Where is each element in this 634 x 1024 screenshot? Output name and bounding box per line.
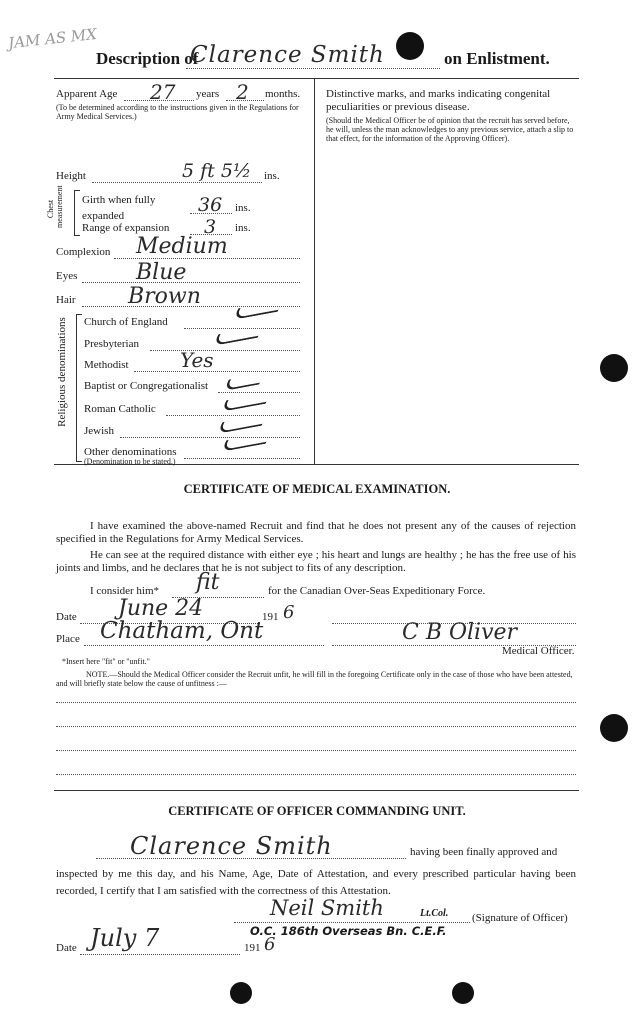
distinctive-marks-note: (Should the Medical Officer be of opinion that the recruit has served before, he will, unless the man acknowledges to any previous service, attach a slip to that effect, for the information of the Approving Officer). bbox=[326, 116, 574, 143]
commanding-text-after-name: having been finally approved and bbox=[410, 846, 558, 858]
commanding-rank: Lt.Col. bbox=[420, 908, 449, 919]
title-suffix: on Enlistment. bbox=[444, 49, 550, 68]
height-line bbox=[92, 182, 262, 183]
punch-hole-bottom-right bbox=[452, 982, 474, 1004]
signature-of-officer-label: (Signature of Officer) bbox=[472, 912, 568, 924]
religion-line-3 bbox=[218, 392, 300, 393]
religion-methodist: Methodist bbox=[84, 359, 129, 371]
religion-baptist: Baptist or Congregationalist bbox=[84, 380, 209, 392]
medical-para1: I have examined the above-named Recruit and find that he does not present any of the causes of rejection specified in the Regulations for Army Medical Services. bbox=[56, 520, 576, 545]
commanding-name-value: Clarence Smith bbox=[130, 832, 333, 860]
commanding-para: inspected by me this day, and his Name, Age, Date of Attestation, and every prescribed particular having been recorded, I certify that I am satisfied with the correctness of this Attestation. bbox=[56, 868, 576, 897]
punch-hole-right-lower bbox=[600, 714, 628, 742]
religion-presbyterian: Presbyterian bbox=[84, 338, 139, 350]
denomination-note: (Denomination to be stated.) bbox=[84, 457, 176, 466]
complexion-label: Complexion bbox=[56, 246, 111, 258]
punch-hole-top bbox=[396, 32, 424, 60]
commanding-date-value: July 7 bbox=[90, 924, 160, 952]
margin-scribble: JAM AS MX bbox=[7, 24, 98, 53]
religion-other: Other denominations bbox=[84, 446, 177, 458]
girth-ins-label: ins. bbox=[235, 202, 251, 214]
chest-bracket bbox=[74, 190, 80, 236]
consider-value: fit bbox=[196, 570, 220, 595]
medical-date-year-digit: 6 bbox=[283, 602, 295, 623]
age-years-value: 27 bbox=[150, 80, 176, 104]
religion-label: Religious denominations bbox=[56, 317, 68, 427]
religion-line-4 bbox=[166, 415, 300, 416]
eyes-value: Blue bbox=[136, 260, 187, 285]
form-top-rule bbox=[54, 78, 579, 79]
punch-hole-bottom-left bbox=[230, 982, 252, 1004]
for-cef-text: for the Canadian Over-Seas Expeditionary Force. bbox=[268, 585, 486, 597]
insert-note: *Insert here "fit" or "unfit." bbox=[62, 657, 150, 666]
place-label: Place bbox=[56, 633, 80, 645]
eyes-label: Eyes bbox=[56, 270, 78, 282]
commanding-date-year-digit: 6 bbox=[264, 934, 276, 955]
check-mark-icon bbox=[221, 392, 272, 412]
medical-bottom-rule bbox=[54, 790, 579, 791]
religion-jewish: Jewish bbox=[84, 425, 114, 437]
medical-date-label: Date bbox=[56, 611, 77, 623]
unfit-line-2 bbox=[56, 726, 576, 727]
commanding-date-year-prefix: 191 bbox=[244, 942, 261, 954]
eyes-line bbox=[82, 282, 300, 283]
hair-value: Brown bbox=[128, 284, 201, 309]
recruit-name: Clarence Smith bbox=[190, 42, 385, 68]
religion-bracket bbox=[76, 314, 82, 462]
months-label: months. bbox=[265, 88, 301, 100]
medical-heading: CERTIFICATE OF MEDICAL EXAMINATION. bbox=[183, 482, 451, 496]
religion-methodist-value: Yes bbox=[180, 348, 214, 372]
range-ins-label: ins. bbox=[235, 222, 251, 234]
medical-officer-label: Medical Officer. bbox=[502, 645, 575, 657]
distinctive-marks-heading: Distinctive marks, and marks indicating congenital peculiarities or previous disease. bbox=[326, 88, 551, 113]
religion-line-6 bbox=[184, 458, 300, 459]
height-ins-label: ins. bbox=[264, 170, 280, 182]
place-value: Chatham, Ont bbox=[100, 618, 264, 644]
commanding-heading: CERTIFICATE OF OFFICER COMMANDING UNIT. bbox=[168, 804, 466, 818]
unfit-line-4 bbox=[56, 774, 576, 775]
medical-officer-signature: C B Oliver bbox=[402, 620, 518, 645]
unfit-line-1 bbox=[56, 702, 576, 703]
religion-line-2 bbox=[134, 371, 300, 372]
check-mark-icon bbox=[223, 373, 265, 391]
commanding-signature-line bbox=[234, 922, 470, 923]
title-name-line bbox=[186, 68, 440, 69]
unit-stamp: O.C. 186th Overseas Bn. C.E.F. bbox=[250, 924, 447, 938]
range-label: Range of expansion bbox=[82, 222, 170, 234]
age-months-value: 2 bbox=[236, 80, 249, 104]
punch-hole-right-upper bbox=[600, 354, 628, 382]
consider-label: I consider him* bbox=[90, 585, 160, 597]
religion-church-of-england: Church of England bbox=[84, 316, 168, 328]
commanding-signature: Neil Smith bbox=[270, 896, 384, 920]
check-mark-icon bbox=[221, 432, 272, 452]
age-note: (To be determined according to the instructions given in the Regulations for Army Medical Services.) bbox=[56, 103, 299, 121]
unfit-note: NOTE.—Should the Medical Officer consider the Recruit unfit, he will fill in the foregoing Certificate only in the case of those who have been attested, and will briefly state below the cause of unfitness :— bbox=[56, 670, 573, 688]
religion-line-1 bbox=[150, 350, 300, 351]
place-line bbox=[84, 645, 324, 646]
complexion-value: Medium bbox=[136, 234, 228, 259]
for-cef-label bbox=[268, 585, 485, 597]
chest-label: Chest measurement bbox=[46, 185, 64, 228]
age-label: Apparent Age bbox=[56, 88, 118, 100]
commanding-date-line bbox=[80, 954, 240, 955]
commanding-date-label: Date bbox=[56, 942, 77, 954]
medical-date-year-prefix: 191 bbox=[262, 611, 279, 623]
check-mark-icon bbox=[217, 414, 268, 434]
check-mark-icon bbox=[233, 300, 284, 320]
unfit-line-3 bbox=[56, 750, 576, 751]
years-label: years bbox=[196, 88, 220, 100]
hair-label: Hair bbox=[56, 294, 76, 306]
title-prefix: Description of bbox=[96, 49, 199, 68]
height-value: 5 ft 5½ bbox=[182, 160, 252, 182]
medical-date-value: June 24 bbox=[118, 596, 204, 621]
girth-value: 36 bbox=[198, 194, 223, 216]
medical-para2: He can see at the required distance with either eye ; his heart and lungs are healthy ; he has the free use of his joints and limbs, and he declares that he is not subject to fits of any description. bbox=[56, 549, 576, 574]
religion-roman-catholic: Roman Catholic bbox=[84, 403, 156, 415]
religion-line-5 bbox=[120, 437, 300, 438]
range-value: 3 bbox=[204, 216, 217, 238]
girth-label: Girth when fully expanded bbox=[82, 194, 156, 222]
height-label: Height bbox=[56, 170, 86, 182]
column-divider bbox=[314, 78, 315, 464]
